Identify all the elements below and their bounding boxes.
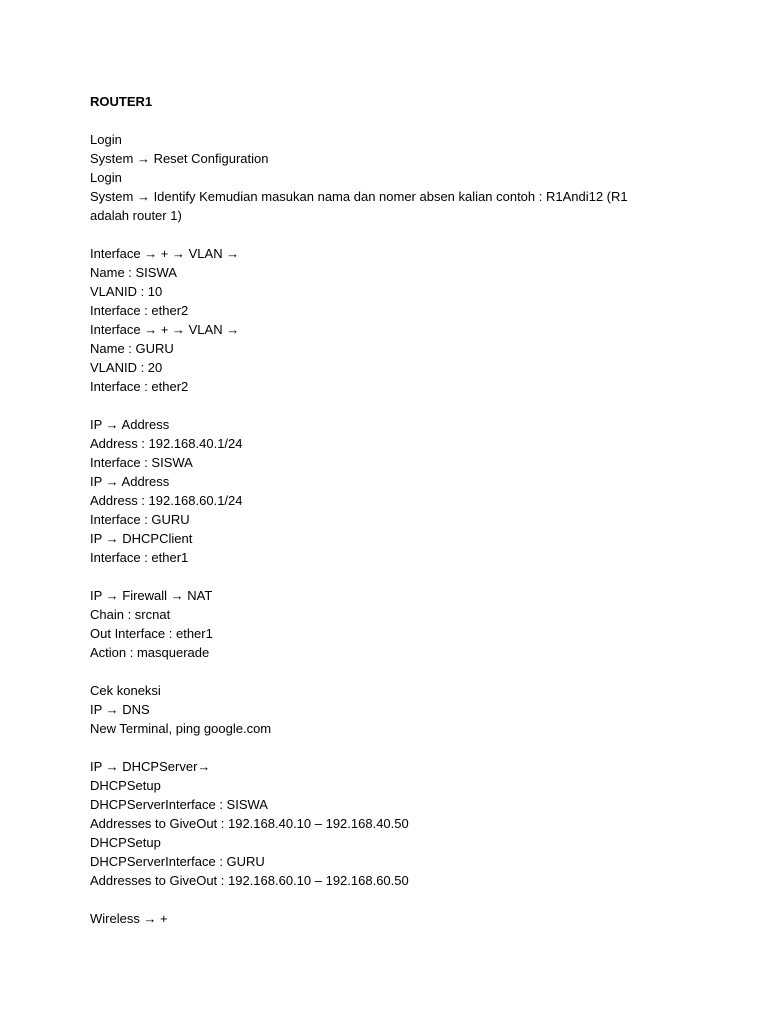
text-line: Chain : srcnat: [90, 607, 171, 622]
text-line: Out Interface : ether1: [90, 626, 213, 641]
text-line: Name : SISWA: [90, 265, 177, 280]
text-line: Address : 192.168.60.1/24: [90, 493, 243, 508]
text-line: VLANID : 10: [90, 284, 163, 299]
text-line: New Terminal, ping google.com: [90, 721, 272, 736]
text-line: Address : 192.168.40.1/24: [90, 436, 243, 451]
text-line: Interface : ether1: [90, 550, 189, 565]
text-line: Name : GURU: [90, 341, 174, 356]
text-line: Login: [90, 170, 122, 185]
text-line: System → Reset Configuration: [90, 151, 269, 166]
text-line: Action : masquerade: [90, 645, 210, 660]
document-body: [90, 92, 690, 928]
text-line: Interface : SISWA: [90, 455, 193, 470]
text-line: [90, 890, 690, 909]
text-line: [90, 738, 690, 757]
text-line: Interface → + → VLAN →: [90, 322, 240, 337]
text-line: DHCPSetup: [90, 778, 161, 793]
text-line: IP → DNS: [90, 702, 150, 717]
text-line: IP → Firewall → NAT: [90, 588, 213, 603]
text-line: IP → Address: [90, 474, 170, 489]
document-title: ROUTER1: [90, 94, 153, 109]
text-line: IP → DHCPServer→: [90, 759, 211, 774]
text-line: IP → Address: [90, 417, 170, 432]
text-line: Login: [90, 132, 122, 147]
text-line: IP → DHCPClient: [90, 531, 193, 546]
text-line: [90, 662, 690, 681]
text-line: Addresses to GiveOut : 192.168.60.10 – 192.168.60.50: [90, 873, 409, 888]
text-line: Interface → + → VLAN →: [90, 246, 240, 261]
text-line: System → Identify Kemudian masukan nama dan nomer absen kalian contoh : R1Andi12 (R1 adalah router 1): [90, 189, 628, 223]
text-line: Wireless → +: [90, 911, 168, 926]
text-line: [90, 396, 690, 415]
text-line: Addresses to GiveOut : 192.168.40.10 – 192.168.40.50: [90, 816, 409, 831]
text-line: Interface : GURU: [90, 512, 190, 527]
text-line: Interface : ether2: [90, 303, 189, 318]
text-line: DHCPSetup: [90, 835, 161, 850]
text-line: VLANID : 20: [90, 360, 163, 375]
text-line: Cek koneksi: [90, 683, 161, 698]
text-line: Interface : ether2: [90, 379, 189, 394]
text-line: [90, 111, 690, 130]
text-line: DHCPServerInterface : GURU: [90, 854, 265, 869]
text-line: [90, 225, 690, 244]
text-line: DHCPServerInterface : SISWA: [90, 797, 268, 812]
text-line: [90, 567, 690, 586]
